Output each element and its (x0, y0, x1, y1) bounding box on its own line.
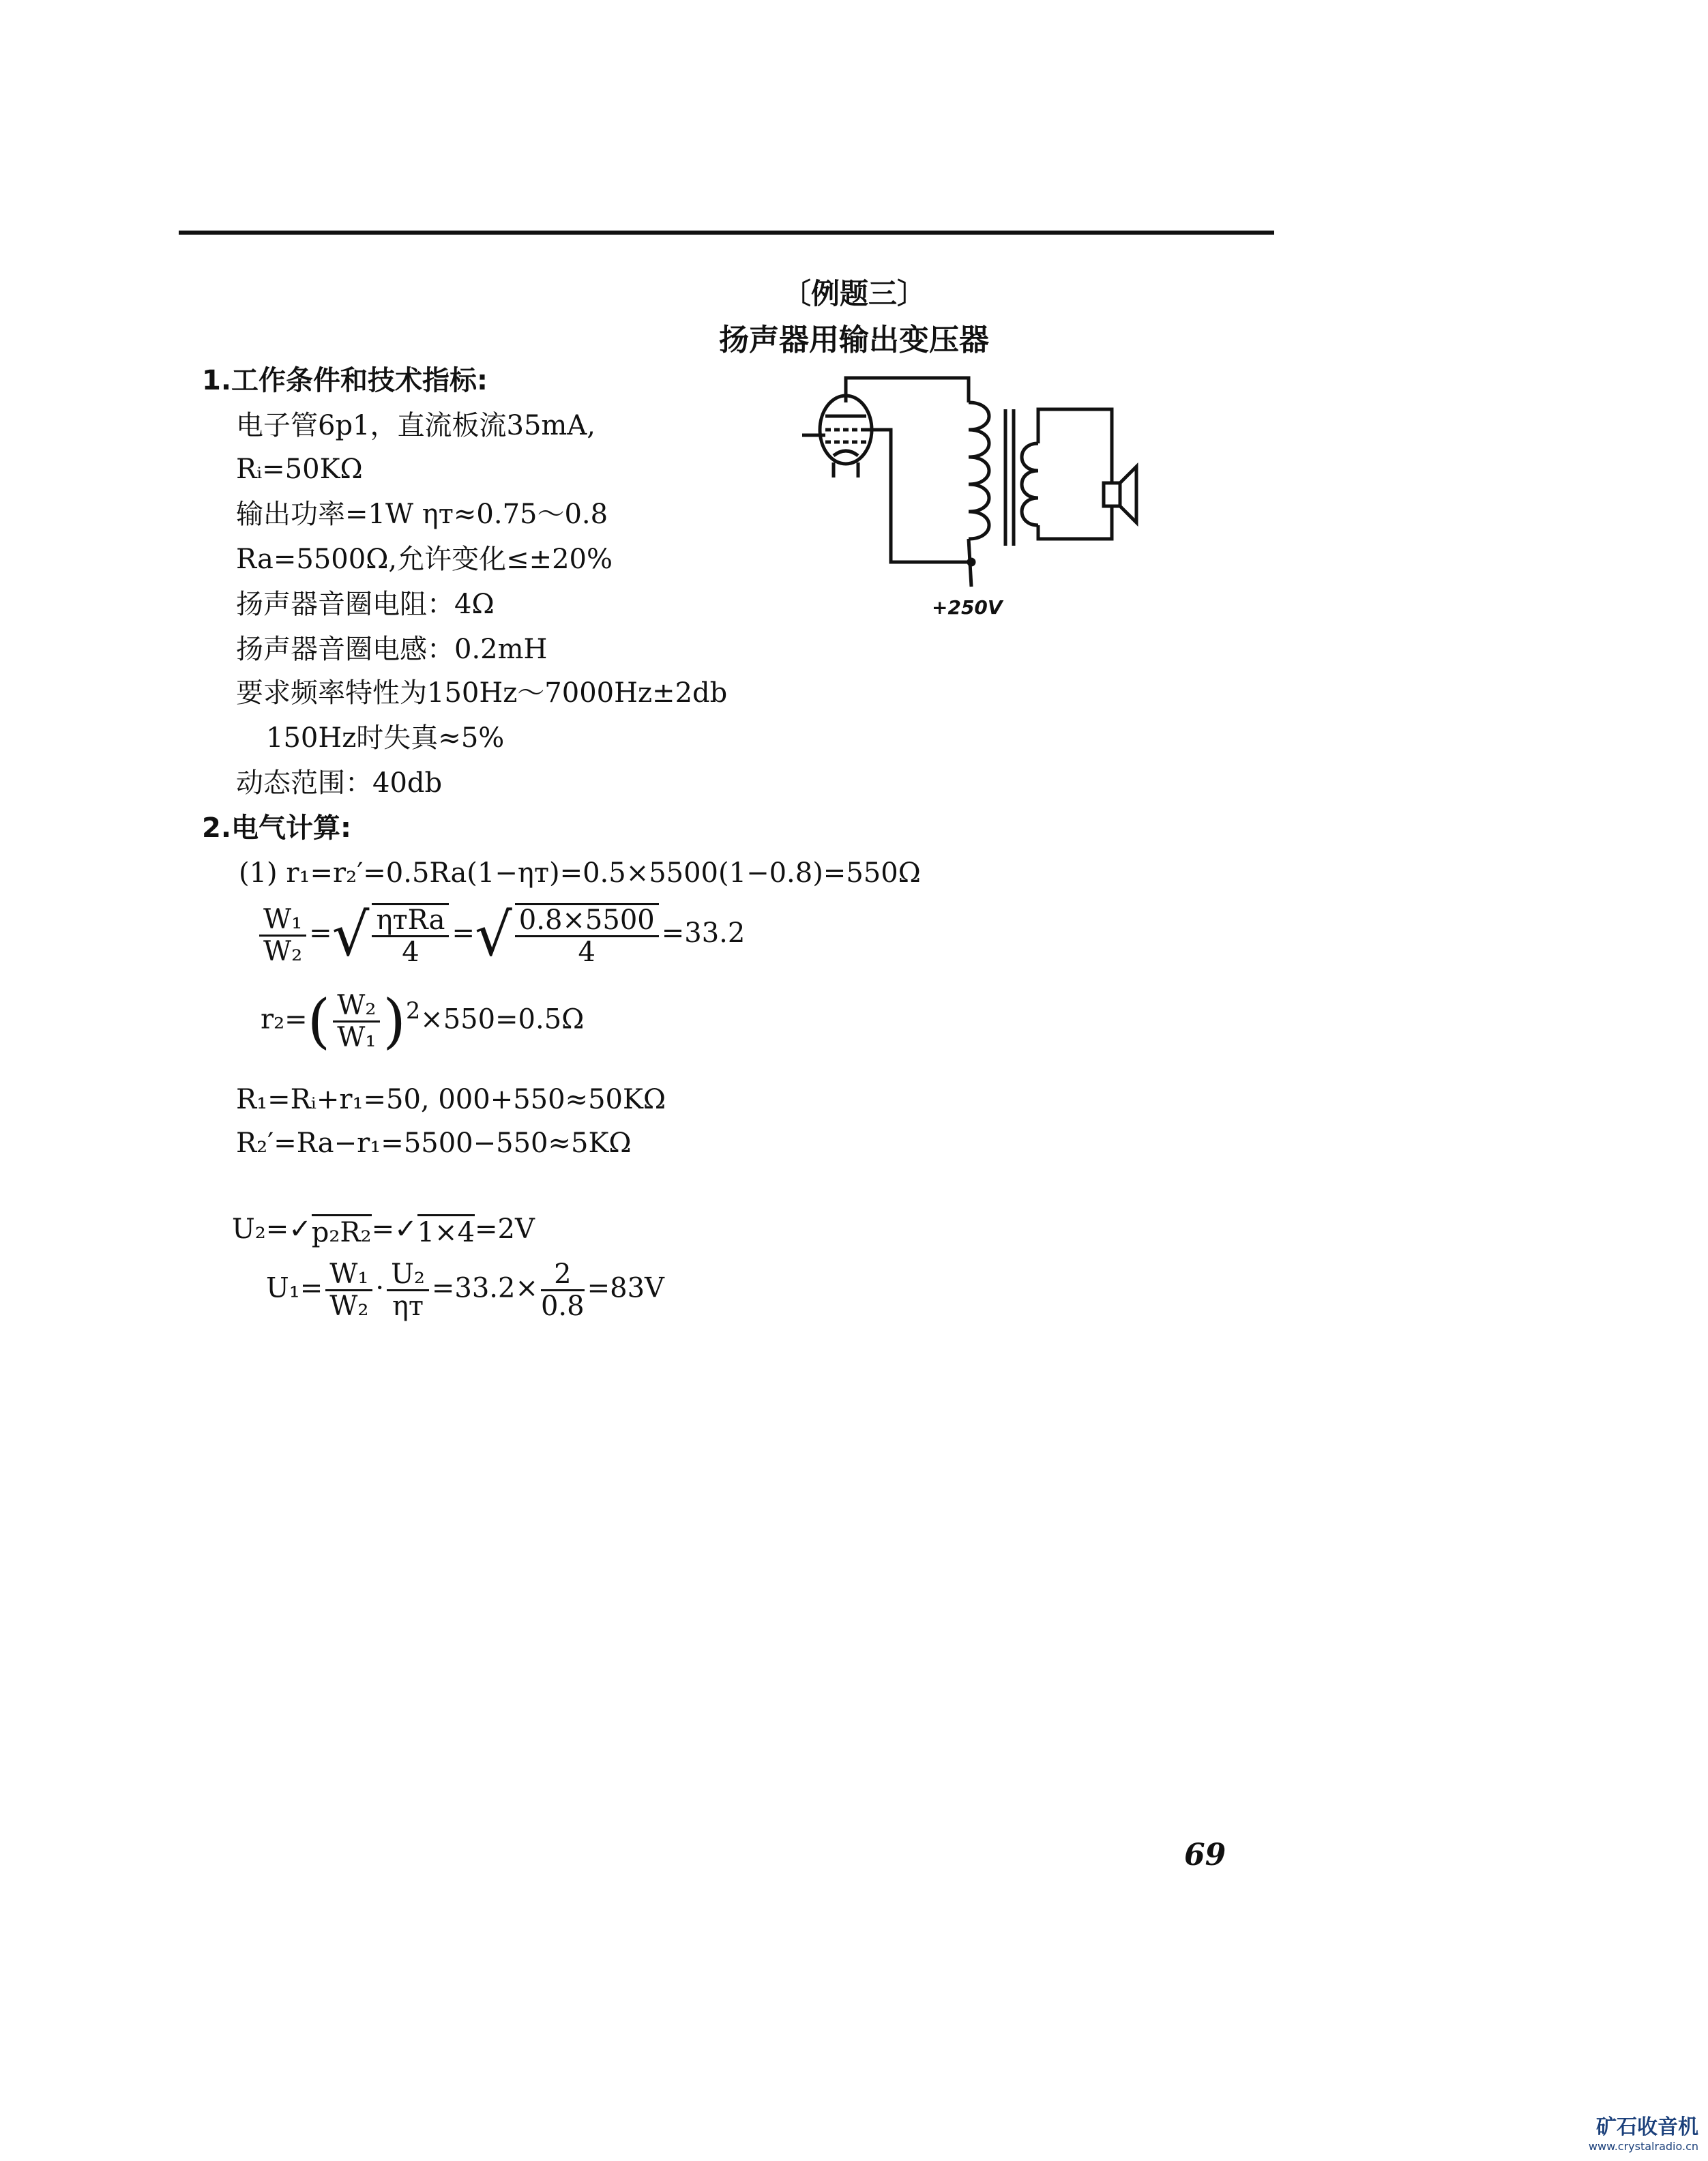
spec-line: 扬声器音圈电阻：4Ω (236, 589, 495, 620)
spec-line: 电子管6p1，直流板流35mA, (236, 410, 595, 441)
example-heading: 〔例题三〕 (782, 277, 926, 310)
watermark (1589, 2110, 1698, 2153)
equation-6: U₂=✓p₂R₂=✓1×4=2V (232, 1214, 535, 1248)
top-rule (179, 231, 1274, 235)
page-number: 69 (1184, 1838, 1226, 1872)
spec-line: 扬声器音圈电感：0.2mH (236, 634, 548, 665)
secondary-coil (1022, 443, 1038, 525)
equation-7: U₁= $\frac{\text{W₁}}{\text{W₂}}$ · $\frac{\text{U₂}}{\text{ηᴛ}}$ =33.2× $\frac{2}{0.8}$ =83V (266, 1259, 664, 1322)
spec-line: 输出功率=1W ηᴛ≈0.75～0.8 (236, 499, 608, 530)
equation-1: (1) r₁=r₂′=0.5Ra(1−ηᴛ)=0.5×5500(1−0.8)=550Ω (239, 857, 921, 889)
equation-5: R₂′=Ra−r₁=5500−550≈5KΩ (236, 1128, 632, 1159)
fraction: $\frac{\text{W₁}}{\text{W₂}}$ (259, 905, 306, 967)
section2-title: 2.电气计算: (202, 812, 352, 844)
equation-4: R₁=Rᵢ+r₁=50, 000+550≈50KΩ (236, 1084, 666, 1115)
transformer-circuit-diagram (798, 375, 1153, 634)
section1-title: 1.工作条件和技术指标: (202, 365, 488, 396)
spec-line: 动态范围：40db (236, 767, 443, 799)
spec-line: 要求频率特性为150Hz～7000Hz±2db (236, 677, 728, 709)
equation-2: $\frac{\text{W₁}}{\text{W₂}}$ =√ $\frac{\text{ηᴛRa}}{4}$ =√ $\frac{0.8\times 5500}{4}$ =33.2 (256, 903, 745, 967)
primary-coil (969, 402, 989, 539)
speaker-icon (1104, 483, 1120, 506)
spec-line: Rᵢ=50KΩ (236, 454, 363, 485)
supply-voltage-label: +250V (932, 596, 1003, 619)
spec-line: 150Hz时失真≈5% (266, 722, 505, 754)
spec-line: Ra=5500Ω,允许变化≤±20% (236, 544, 613, 575)
equation-3: r₂=( $\frac{\text{W₂}}{\text{W₁}}$ )$^2$×550=0.5Ω (261, 987, 585, 1056)
sqrt: √ $\frac{\text{ηᴛRa}}{4}$ (332, 903, 452, 967)
watermark-url: www.crystalradio.cn (1588, 2140, 1698, 2153)
watermark-brand: 矿石收音机 (1596, 2115, 1698, 2139)
page-title: 扬声器用输出变压器 (719, 323, 989, 357)
sqrt: √ $\frac{0.8\times 5500}{4}$ (475, 903, 662, 967)
